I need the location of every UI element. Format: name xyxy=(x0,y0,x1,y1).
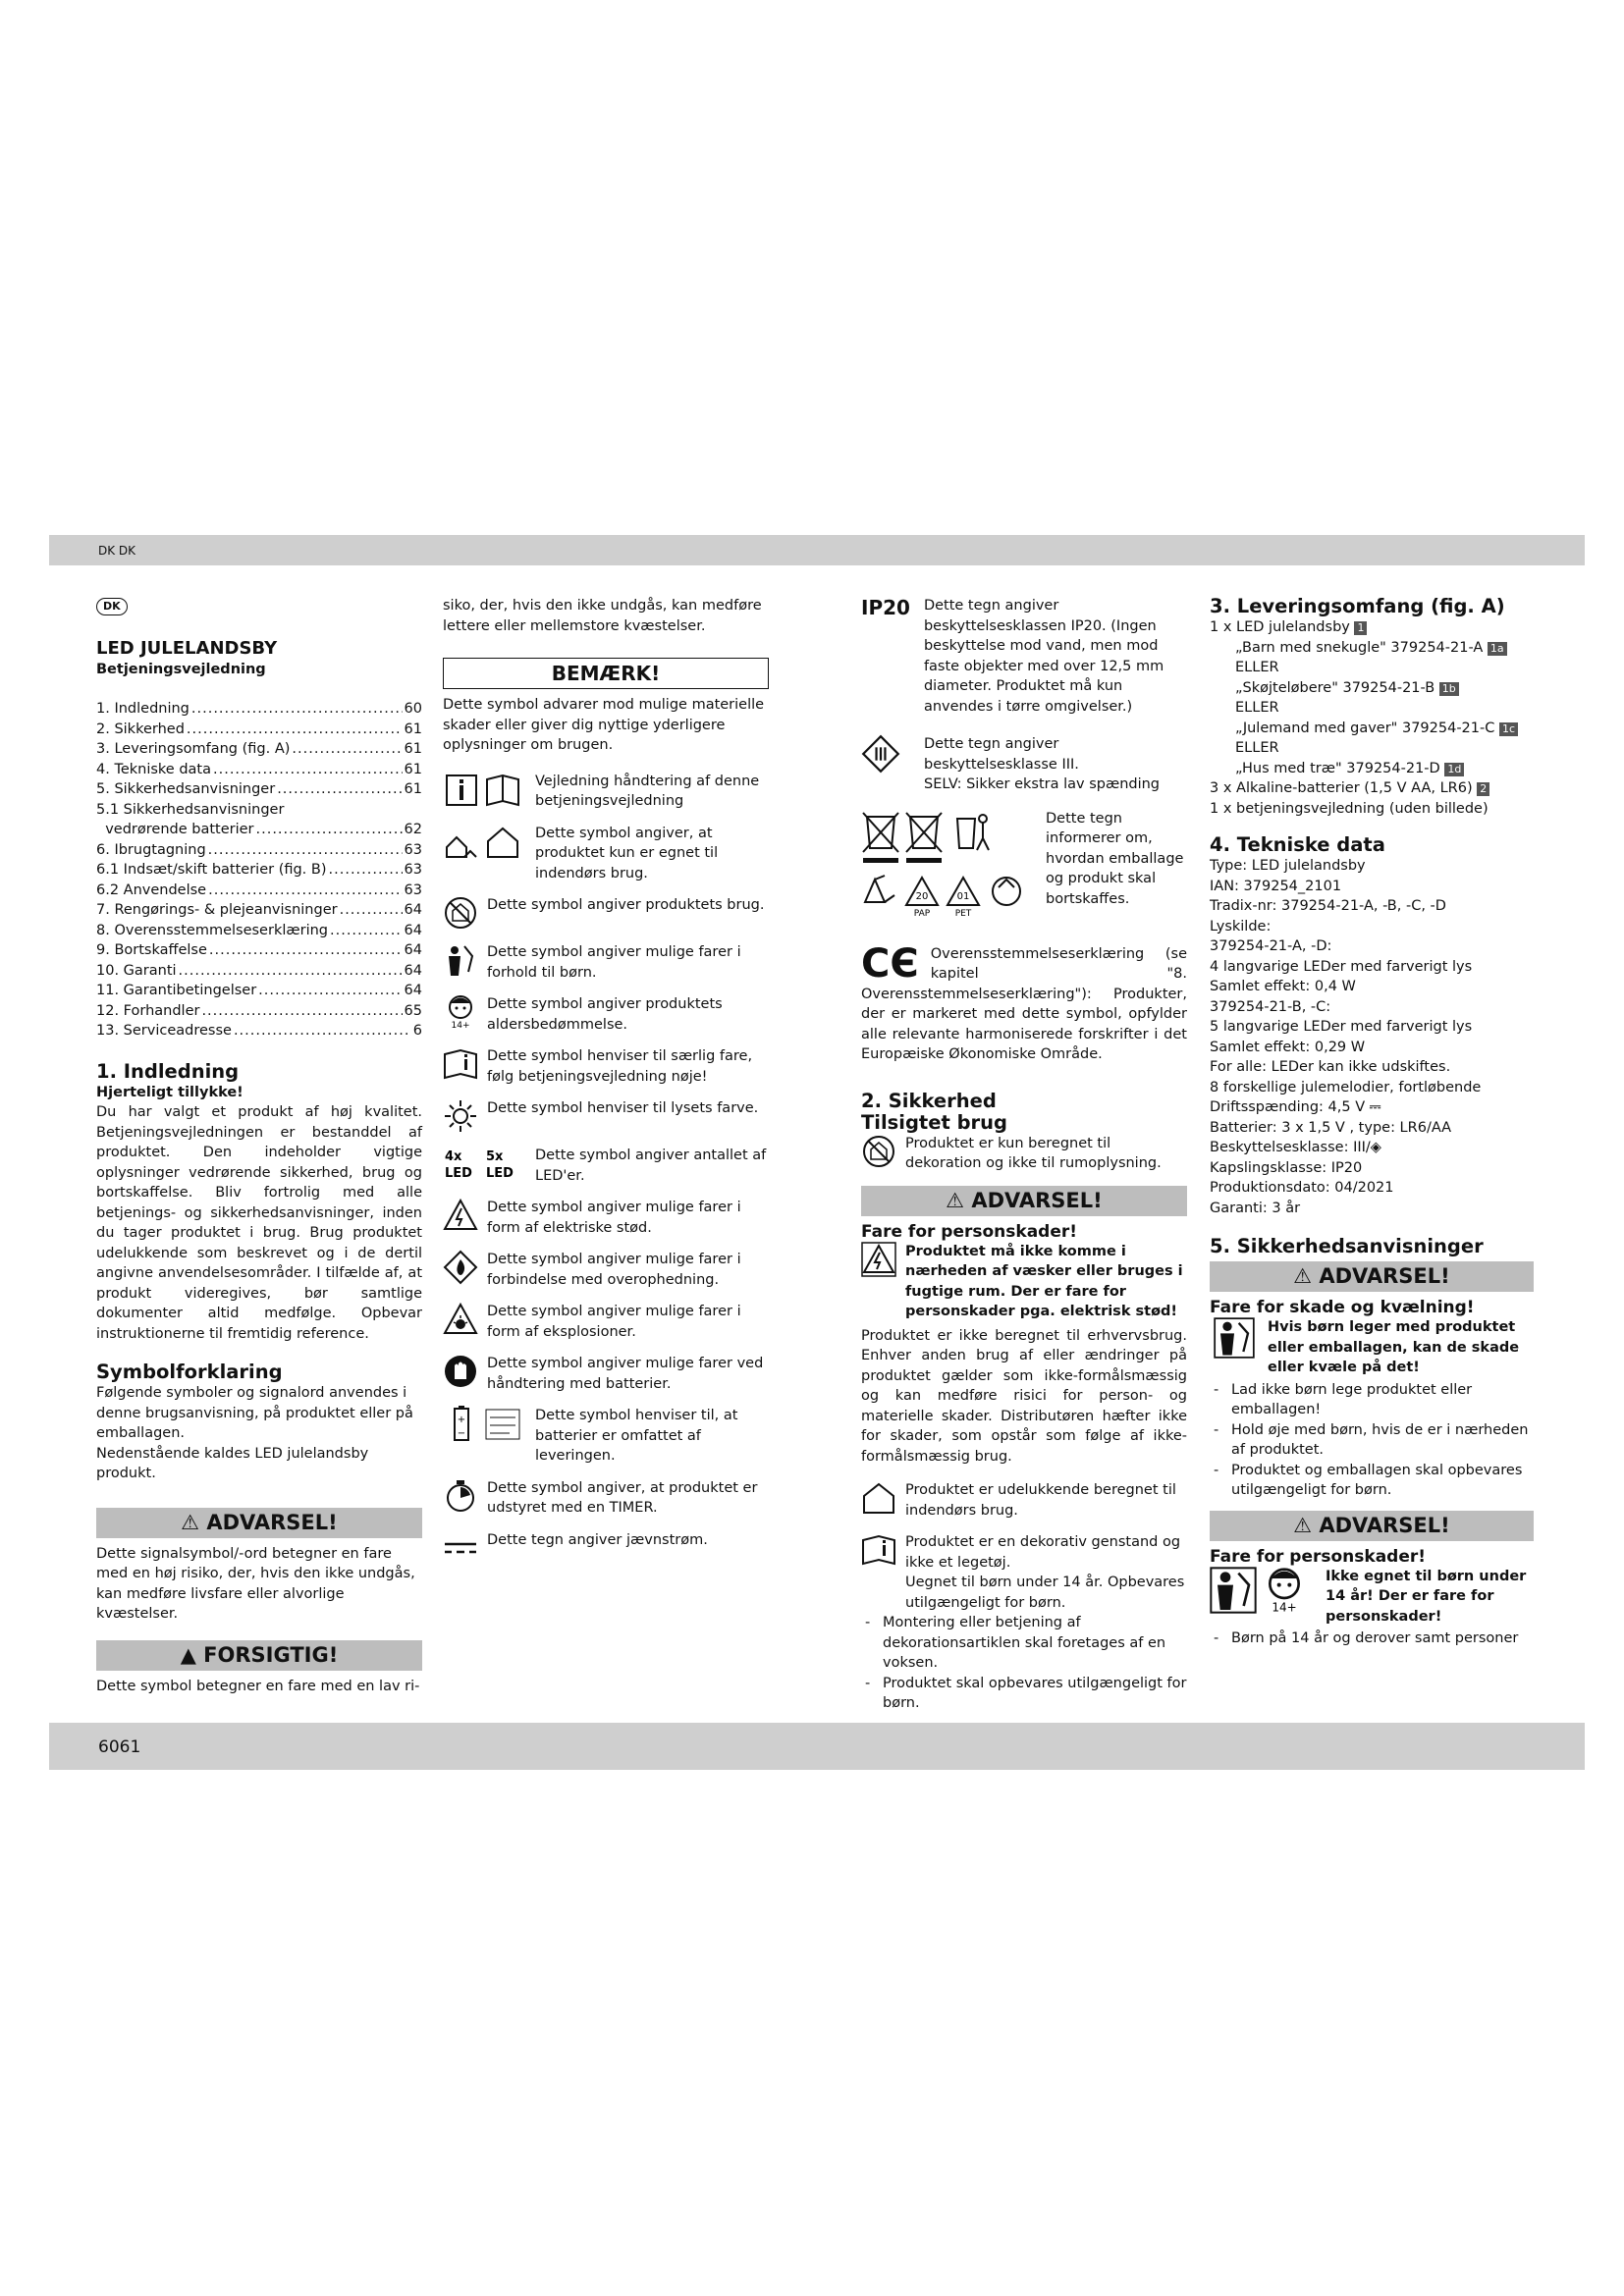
symbol-description: Dette tegn informerer om, hvordan emballage og produkt skal bortskaffes. xyxy=(1046,810,1184,907)
ce-mark-icon: C​​Є xyxy=(861,940,919,987)
age-rating-icon xyxy=(443,994,478,1030)
symbol-description: Dette symbol angiver produktets aldersbedømmelse. xyxy=(487,996,723,1033)
list-item: - Hold øje med børn, hvis de er i nærheden af produktet. xyxy=(1210,1420,1534,1461)
overheating-icon xyxy=(443,1250,478,1285)
manual-handling-icon xyxy=(443,772,523,809)
tech-line: Kapslingsklasse: IP20 xyxy=(1210,1159,1363,1176)
svg-text:LED: LED xyxy=(486,1166,514,1181)
continued-text: siko, der, hvis den ikke undgås, kan medføre lettere eller mellemstore kvæstelser. xyxy=(443,598,762,634)
light-color-icon xyxy=(443,1098,478,1134)
tech-line: Lyskilde: xyxy=(1210,918,1272,934)
symbol-row xyxy=(861,1242,1187,1322)
warning-bold-text: Ikke egnet til børn under 14 år! Der er fare for personskader! xyxy=(1326,1568,1527,1625)
protection-class-3-icon: ◈ xyxy=(1370,1140,1381,1155)
symbol-description: Dette symbol angiver mulige farer i forbindelse med overophedning. xyxy=(487,1252,741,1288)
column-4 xyxy=(1210,596,1534,1649)
list-item: 1 x betjeningsvejledning (uden billede) xyxy=(1210,800,1489,817)
svg-text:−: − xyxy=(457,1428,466,1439)
section-heading: 2. Sikkerhed xyxy=(861,1089,997,1112)
intro-paragraph: Du har valgt et produkt af høj kvalitet. Betjeningsvejledningen er bestanddel af produktet. Den indeholder vigtige oplysninger vedrørende sikkerhed, brug og bortskaffelse. Bliv fortrolig med alle betjenings- og sikkerhedsanvisninger, inden du tager produktet i brug. Brug produktet udelukkende som beskrevet og i de dertil angivne anvendelsesområder. I tilfælde af, at produkt videregives, bør samtlige dokumenter altid medfølge. Opbevar instruktionerne til fremtidig reference. xyxy=(96,1104,422,1342)
product-use-icon xyxy=(861,1134,896,1169)
header-bar xyxy=(49,535,1585,565)
warning-banner: ⚠ ADVARSEL! xyxy=(1210,1511,1534,1541)
tech-line: IAN: 379254_2101 xyxy=(1210,878,1342,894)
protection-class-3-icon xyxy=(861,734,900,774)
list-item: - Produktet og emballagen skal opbevares utilgængeligt for børn. xyxy=(1210,1461,1534,1501)
warning-triangle-icon: ⚠ xyxy=(946,1188,965,1212)
column-1 xyxy=(96,596,422,1696)
symbols-paragraph: Følgende symboler og signalord anvendes i denne brugsanvisning, på produktet eller på emballagen. xyxy=(96,1385,413,1441)
tech-line: 379254-21-A, -D: xyxy=(1210,938,1332,954)
symbol-row xyxy=(1210,1567,1534,1628)
symbol-row xyxy=(443,1198,769,1238)
product-use-icon xyxy=(443,895,478,931)
section-heading: 1. Indledning xyxy=(96,1059,240,1083)
list-item: „Julemand med gaver" 379254-21-C 1c xyxy=(1210,719,1534,739)
batteries-included-icon xyxy=(443,1406,523,1443)
symbol-row xyxy=(861,809,1187,917)
symbol-description: Dette symbol henviser til, at batterier er omfattet af leveringen. xyxy=(535,1408,738,1464)
intended-use-text: Produktet er kun beregnet til dekoration og ikke til rumoplysning. xyxy=(905,1135,1162,1171)
symbol-row xyxy=(443,1302,769,1342)
ce-block xyxy=(861,940,1187,1065)
symbol-description: Dette symbol angiver antallet af LED'er. xyxy=(535,1148,767,1184)
toc-entry[interactable]: 12. Forhandler ..... 65 xyxy=(96,1001,422,1022)
symbol-description: SELV: Sikker ekstra lav spænding xyxy=(924,776,1161,792)
header-label: DK DK xyxy=(98,544,136,558)
symbol-description: Dette tegn angiver jævnstrøm. xyxy=(487,1531,708,1548)
safety-list xyxy=(1210,1380,1534,1501)
tech-line: Beskyttelsesklasse: III/◈ xyxy=(1210,1140,1381,1155)
symbol-row xyxy=(443,994,769,1035)
footer-bar xyxy=(49,1723,1585,1770)
child-hazard-icon xyxy=(443,942,478,978)
svg-text:4x: 4x xyxy=(445,1149,462,1164)
toc-entry[interactable]: 9. Bortskaffelse ..... 64 xyxy=(96,940,422,961)
svg-text:PET: PET xyxy=(954,908,972,917)
section-subheading: Hjerteligt tillykke! xyxy=(96,1084,244,1100)
symbol-row xyxy=(1210,1317,1534,1378)
symbol-description: Dette symbol angiver mulige farer i form af eksplosioner. xyxy=(487,1304,741,1340)
symbol-row xyxy=(443,772,769,812)
symbol-description: Produktet er en dekorativ genstand og ikke et legetøj. xyxy=(905,1534,1181,1571)
symbol-row xyxy=(861,1532,1187,1613)
indoor-use-icon xyxy=(443,824,523,861)
symbol-description: Uegnet til børn under 14 år. Opbevares utilgængeligt for børn. xyxy=(905,1575,1185,1611)
toc-entry[interactable]: 7. Rengørings- & plejeanvisninger ..... 64 xyxy=(96,900,422,921)
tech-line: Batterier: 3 x 1,5 V , type: LR6/AA xyxy=(1210,1119,1452,1136)
warning-heading: Fare for skade og kvælning! xyxy=(1210,1298,1475,1317)
toc-entry[interactable]: 5. Sikkerhedsanvisninger ..... 61 xyxy=(96,779,422,800)
ip20-text: Dette tegn angiver beskyttelsesklassen IP20. (Ingen beskyttelse mod vand, men mod faste objekter med over 12,5 mm diameter. Produktet må kun anvendes i tørre omgivelser.) xyxy=(923,598,1164,715)
symbol-row xyxy=(443,942,769,983)
recycling-icons xyxy=(861,809,1034,917)
tech-line: Driftsspænding: 4,5 V ⎓ xyxy=(1210,1099,1381,1115)
column-3 xyxy=(861,596,1187,1714)
symbol-description: Dette symbol angiver mulige farer i forhold til børn. xyxy=(487,944,741,981)
tech-line: 379254-21-B, -C: xyxy=(1210,998,1331,1015)
toc-entry[interactable]: vedrørende batterier ..... 62 xyxy=(96,820,422,840)
caution-text: Dette symbol betegner en fare med en lav ri- xyxy=(96,1678,420,1694)
symbol-description: Dette symbol angiver mulige farer ved håndtering med batterier. xyxy=(487,1356,764,1392)
section-heading: 3. Leveringsomfang (fig. A) xyxy=(1210,595,1505,617)
indoor-use-icon xyxy=(861,1480,896,1516)
symbol-row xyxy=(443,1354,769,1394)
document-title: LED JULELANDSBY xyxy=(96,637,278,659)
toc-entry[interactable]: 1. Indledning ..... 60 xyxy=(96,699,422,720)
read-manual-icon xyxy=(861,1532,896,1568)
warning-heading: Fare for personskader! xyxy=(1210,1546,1427,1567)
document-subtitle: Betjeningsvejledning xyxy=(96,661,266,677)
child-hazard-icon xyxy=(1210,1317,1259,1359)
tech-line: 5 langvarige LEDer med farverigt lys xyxy=(1210,1019,1473,1035)
list-item: ELLER xyxy=(1235,700,1279,716)
language-badge: DK xyxy=(96,598,128,615)
warning-banner: ⚠ ADVARSEL! xyxy=(861,1186,1187,1216)
column-2 xyxy=(443,596,769,1577)
list-item: „Skøjteløbere" 379254-21-B 1b xyxy=(1210,678,1534,699)
svg-text:+: + xyxy=(457,1415,466,1425)
toc-entry[interactable]: 6.2 Anvendelse ..... 63 xyxy=(96,881,422,901)
svg-text:20: 20 xyxy=(915,890,929,902)
symbol-row xyxy=(443,824,769,884)
battery-glove-icon xyxy=(443,1354,478,1389)
toc-entry[interactable]: 13. Serviceadresse ..... 6 xyxy=(96,1021,422,1041)
read-manual-icon xyxy=(443,1046,478,1082)
note-banner: BEMÆRK! xyxy=(443,658,769,689)
svg-text:LED: LED xyxy=(445,1166,472,1181)
list-item: „Barn med snekugle" 379254-21-A 1a xyxy=(1210,638,1534,659)
warning-heading: Fare for personskader! xyxy=(861,1221,1078,1242)
symbol-row xyxy=(861,1480,1187,1521)
toc-entry[interactable]: 8. Overensstemmelseserklæring ..... 64 xyxy=(96,921,422,941)
svg-text:01: 01 xyxy=(956,890,970,902)
toc-entry[interactable]: 6.1 Indsæt/skift batterier (fig. B) ..... 63 xyxy=(96,860,422,881)
section-subheading: Tilsigtet brug xyxy=(861,1110,1007,1134)
warning-bold-text: Hvis børn leger med produktet eller emballagen, kan de skade eller kvæle på det! xyxy=(1268,1319,1520,1375)
symbols-paragraph: Nedenstående kaldes LED julelandsby produkt. xyxy=(96,1445,369,1481)
direct-current-icon: ⎓ xyxy=(1369,1099,1381,1115)
symbol-row xyxy=(443,1250,769,1290)
warning-banner: ⚠ ADVARSEL! xyxy=(96,1508,422,1538)
toc-entry[interactable]: 6. Ibrugtagning ..... 63 xyxy=(96,840,422,861)
symbol-row xyxy=(443,1478,769,1519)
direct-current-icon xyxy=(443,1530,478,1566)
svg-text:14+: 14+ xyxy=(1272,1599,1297,1614)
child-age-hazard-icon xyxy=(1210,1567,1314,1616)
safety-list xyxy=(1210,1629,1534,1649)
warning-text: Dette signalsymbol/-ord betegner en fare med en høj risiko, der, hvis den ikke undgås, kan medføre livsfare eller alvorlige kvæstelser. xyxy=(96,1545,415,1622)
tech-line: For alle: LEDer kan ikke udskiftes. xyxy=(1210,1059,1451,1075)
symbol-description: Dette symbol henviser til lysets farve. xyxy=(487,1100,759,1116)
symbol-description: Dette symbol angiver produktets brug. xyxy=(487,897,765,913)
symbol-row xyxy=(443,1046,769,1087)
toc-entry[interactable]: 5.1 Sikkerhedsanvisninger xyxy=(96,801,285,818)
symbol-row xyxy=(443,1098,769,1134)
list-item: „Hus med træ" 379254-21-D 1d xyxy=(1210,759,1534,779)
warning-triangle-icon: ⚠ xyxy=(1293,1513,1313,1537)
warning-banner: ⚠ ADVARSEL! xyxy=(1210,1261,1534,1292)
explosion-icon xyxy=(443,1302,478,1337)
toc-entry[interactable]: 11. Garantibetingelser ..... 64 xyxy=(96,981,422,1001)
list-item: - Produktet skal opbevares utilgængeligt for børn. xyxy=(861,1674,1187,1714)
tech-line: 4 langvarige LEDer med farverigt lys xyxy=(1210,958,1473,975)
list-item: ELLER xyxy=(1235,660,1279,675)
electric-shock-icon xyxy=(861,1242,896,1277)
warning-bold-text: Produktet må ikke komme i nærheden af væsker eller bruges i fugtige rum. Der er fare for personskader pga. elektrisk stød! xyxy=(905,1243,1183,1319)
symbol-description: Dette tegn angiver beskyttelsesklasse III. xyxy=(924,736,1079,773)
list-item: ELLER xyxy=(1235,740,1279,756)
list-item: - Montering eller betjening af dekorationsartiklen skal foretages af en voksen. xyxy=(861,1613,1187,1674)
ce-text: Overensstemmelseserklæring (se kapitel "8. Overensstemmelseserklæring"): Produkter, der er markeret med dette symbol, opfylder alle relevante harmoniserede forskrifter i det Europæiske Økonomiske Område. xyxy=(861,945,1187,1062)
symbol-description: Dette symbol angiver mulige farer i form af elektriske stød. xyxy=(487,1200,741,1236)
symbol-description: Produktet er udelukkende beregnet til indendørs brug. xyxy=(905,1482,1176,1519)
led-count-icon xyxy=(443,1146,523,1183)
symbol-description: Vejledning håndtering af denne betjeningsvejledning xyxy=(535,773,760,809)
symbol-row xyxy=(443,1530,769,1566)
electric-shock-icon xyxy=(443,1198,478,1233)
caution-triangle-icon: ▲ xyxy=(180,1642,196,1667)
toc-entry[interactable]: 10. Garanti ..... 64 xyxy=(96,961,422,982)
symbol-description: Dette symbol henviser til særlig fare, følg betjeningsvejledning nøje! xyxy=(487,1048,753,1085)
delivery-list xyxy=(1210,617,1534,819)
toc-entry[interactable]: 4. Tekniske data ..... 61 xyxy=(96,760,422,780)
list-item: 3 x Alkaline-batterier (1,5 V AA, LR6) 2 xyxy=(1210,778,1534,799)
symbol-row xyxy=(443,1406,769,1467)
technical-data xyxy=(1210,856,1534,1218)
tech-line: Tradix-nr: 379254-21-A, -B, -C, -D xyxy=(1210,898,1446,914)
ip20-label: IP20 xyxy=(861,596,910,619)
toc-entry[interactable]: 3. Leveringsomfang (fig. A) ..... 61 xyxy=(96,739,422,760)
symbol-description: Dette symbol angiver, at produktet er udstyret med en TIMER. xyxy=(487,1479,758,1516)
caution-banner: ▲ FORSIGTIG! xyxy=(96,1640,422,1671)
list-item: 1 x LED julelandsby 1 xyxy=(1210,617,1534,638)
table-of-contents xyxy=(96,699,422,1041)
timer-icon xyxy=(443,1478,478,1514)
safety-list xyxy=(861,1613,1187,1714)
tech-line: Garanti: 3 år xyxy=(1210,1200,1301,1216)
symbol-row xyxy=(443,895,769,931)
tech-line: Samlet effekt: 0,29 W xyxy=(1210,1039,1366,1055)
list-item: - Børn på 14 år og derover samt personer xyxy=(1210,1629,1534,1649)
toc-entry[interactable]: 2. Sikkerhed ..... 61 xyxy=(96,720,422,740)
tech-line: 8 forskellige julemelodier, fortløbende xyxy=(1210,1079,1482,1095)
section-heading: 5. Sikkerhedsanvisninger xyxy=(1210,1235,1484,1257)
symbol-row xyxy=(861,1134,1187,1174)
intended-use-paragraph: Produktet er ikke beregnet til erhvervsbrug. Enhver anden brug af eller ændringer på produktet gælder som ikke-formålsmæssig og kan medføre risici for person- og materielle skader. Distributøren hæfter ikke for skader, som opstår som følge af ikke-formålsmæssig brug. xyxy=(861,1327,1187,1465)
tech-line: Samlet effekt: 0,4 W xyxy=(1210,979,1356,994)
warning-triangle-icon: ⚠ xyxy=(181,1510,200,1534)
svg-text:14+: 14+ xyxy=(451,1021,470,1030)
symbol-row xyxy=(443,1146,769,1186)
list-item: - Lad ikke børn lege produktet eller emballagen! xyxy=(1210,1380,1534,1420)
symbol-description: Dette symbol angiver, at produktet kun er egnet til indendørs brug. xyxy=(535,825,719,881)
section-heading: Symbolforklaring xyxy=(96,1361,283,1383)
page-number: 6061 xyxy=(98,1737,141,1757)
warning-triangle-icon: ⚠ xyxy=(1293,1264,1313,1288)
note-text: Dette symbol advarer mod mulige materielle skader eller giver dig nyttige yderligere oplysninger om brugen. xyxy=(443,697,765,753)
svg-text:5x: 5x xyxy=(486,1149,504,1164)
tech-line: Type: LED julelandsby xyxy=(1210,858,1366,874)
symbol-row xyxy=(861,734,1187,795)
tech-line: Produktionsdato: 04/2021 xyxy=(1210,1180,1394,1196)
section-heading: 4. Tekniske data xyxy=(1210,833,1385,856)
svg-text:PAP: PAP xyxy=(913,908,931,917)
